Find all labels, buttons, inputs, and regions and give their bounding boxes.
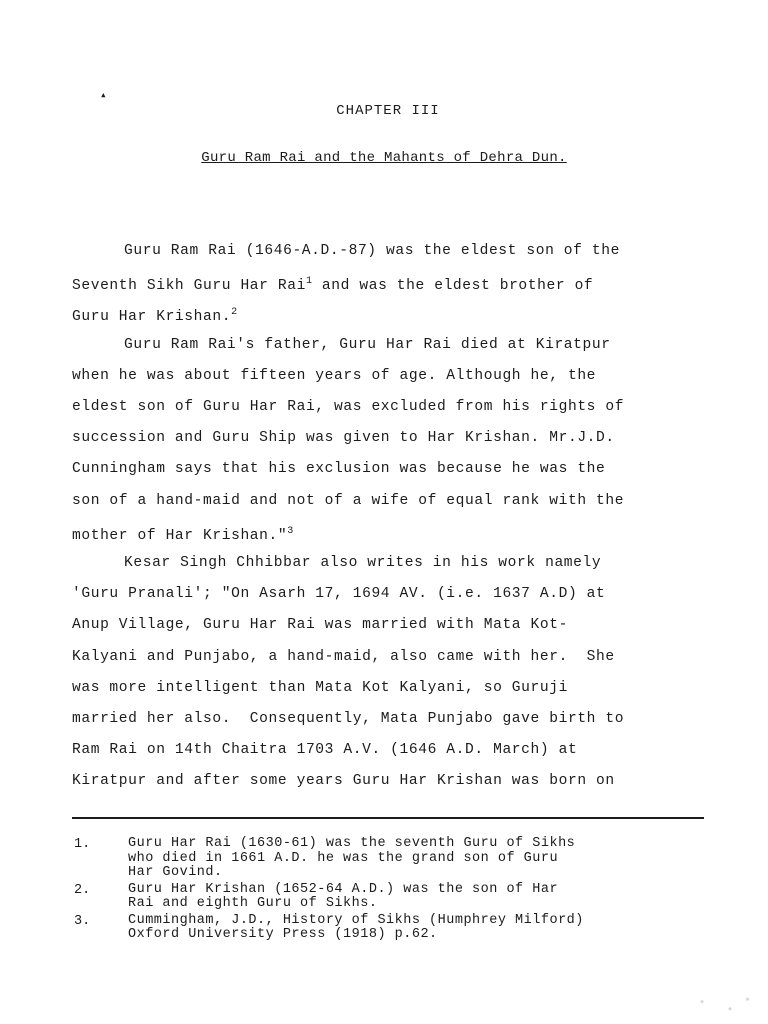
footnote-text: who died in 1661 A.D. he was the grand son of Guru [128,850,559,866]
body-line: when he was about fifteen years of age. Although he, the [72,367,597,384]
body-line: Cunningham says that his exclusion was because he was the [72,461,606,478]
footnote-ref: 1 [305,276,313,288]
footnote-text: Har Govind. [128,865,223,880]
footnote-text: Rai and eighth Guru of Sikhs. [128,896,378,911]
body-line [72,273,712,295]
body-line: married her also. Consequently, Mata Punjabo gave birth to [72,711,625,727]
body-line: Ram Rai on 14th Chaitra 1703 A.V. (1646 A.D. March) at [72,742,578,759]
body-line-text: and was the eldest brother of [312,278,594,295]
body-line: Kalyani and Punjabo, a hand-maid, also came with her. She [72,648,615,665]
body-line: Guru Ram Rai's father, Guru Har Rai died at Kiratpur [124,336,611,353]
body-line: son of a hand-maid and not of a wife of equal rank with the [72,492,625,509]
body-line: was more intelligent than Mata Kot Kalyani, so Guruji [72,679,568,696]
body-line: Kiratpur and after some years Guru Har Krishan was born on [72,773,615,790]
footnote-ref: 2 [231,307,238,319]
footnote-ref: 3 [287,525,294,537]
body-line: Anup Village, Guru Har Rai was married with Mata Kot- [72,617,568,634]
chapter-title: Guru Ram Rai and the Mahants of Dehra Dun. [201,150,567,166]
body-line-text: Seventh Sikh Guru Har Rai [72,278,306,295]
footnote-number: 3. [74,913,91,929]
body-line: Kesar Singh Chhibbar also writes in his work namely [124,555,602,571]
footnote-number: 1. [74,837,91,852]
body-line [72,304,712,326]
footnote-text: Guru Har Krishan (1652-64 A.D.) was the son of Har [128,881,559,897]
body-line: 'Guru Pranali'; "On Asarh 17, 1694 AV. (i.e. 1637 A.D) at [72,586,606,603]
body-line-text: Guru Har Krishan. [72,309,232,326]
footnote-divider [72,817,704,819]
body-line: Guru Ram Rai (1646-A.D.-87) was the eldest son of the [124,243,620,259]
body-line [72,523,712,545]
footnote-text: Oxford University Press (1918) p.62. [128,927,438,942]
footnote-number: 2. [74,882,91,898]
body-line-text: mother of Har Krishan." [72,527,288,544]
body-line: eldest son of Guru Har Rai, was excluded from his rights of [72,399,625,415]
footnote-text: Guru Har Rai (1630-61) was the seventh Guru of Sikhs [128,836,576,851]
scan-speckle [688,992,758,1016]
stray-mark: ▴ [100,90,107,102]
body-line: succession and Guru Ship was given to Har Krishan. Mr.J.D. [72,430,615,447]
footnote-text: Cummingham, J.D., History of Sikhs (Humphrey Milford) [128,912,584,928]
chapter-heading: CHAPTER III [336,103,440,119]
